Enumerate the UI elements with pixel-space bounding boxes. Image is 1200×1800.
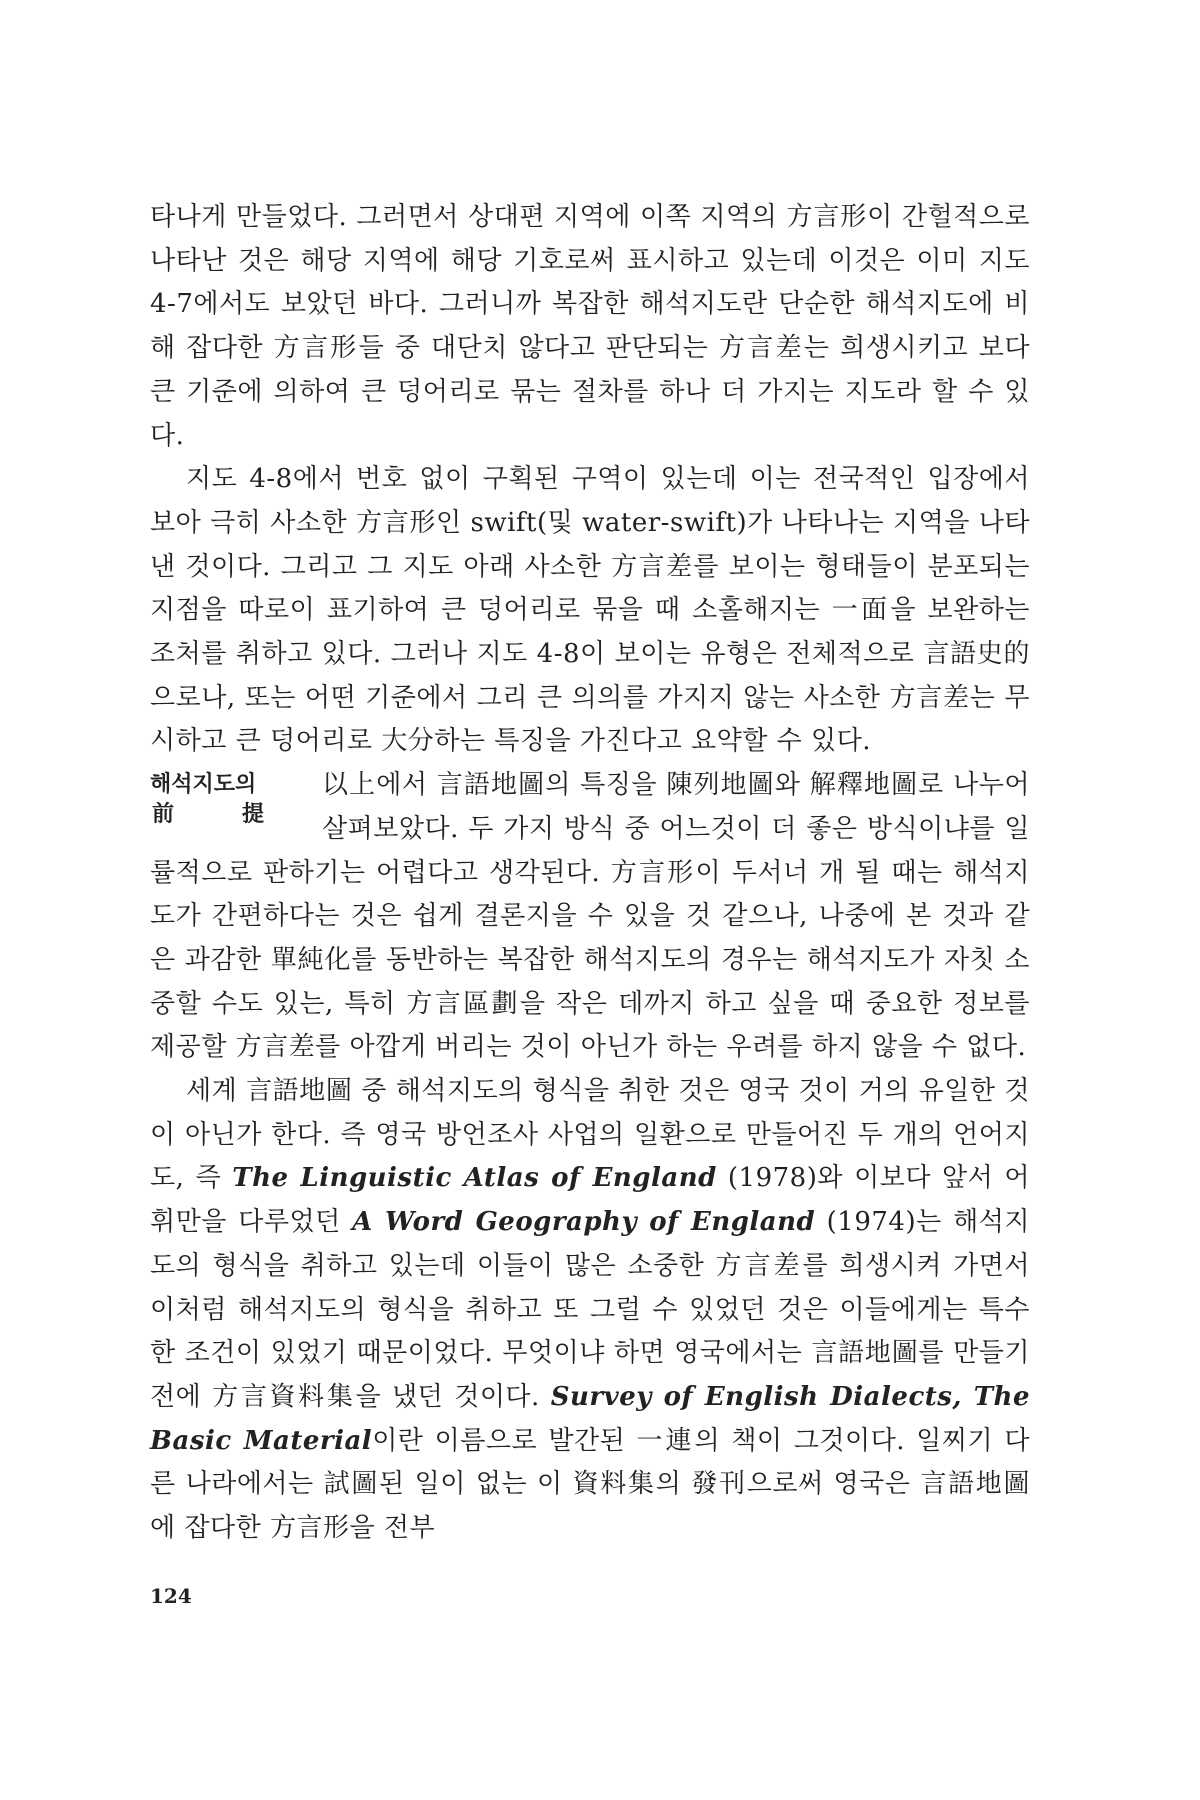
side-heading-char-2: 提 — [241, 802, 264, 828]
book-title-word-geography: A Word Geography of England — [352, 1207, 816, 1238]
side-heading-char-1: 前 — [152, 802, 175, 828]
paragraph-3: 以上에서 言語地圖의 특징을 陳列地圖와 解釋地圖로 나누어 살펴보았다. 두 가지 방식 중 어느것이 더 좋은 방식이냐를 일률적으로 판하기는 어렵다고 생각된다. 方言形이 두서너 개 될 때는 해석지도가 간편하다는 것은 쉽게 결론지을 수 있을 것 같으나, 나중에 본 것과 같은 과감한 單純化를 동반하는 복잡한 해석지도의 경우는 해석지도가 자칫 소중할 수도 있는, 특히 方言區劃을 작은 데까지 하고 싶을 때 중요한 정보를 제공할 方言差를 아깝게 버리는 것이 아닌가 하는 우려를 하지 않을 수 없다. — [150, 770, 1030, 1063]
side-heading-line2 — [150, 800, 264, 830]
paragraph-4-text-b: (1978)와 이보다 앞서 어휘만을 다루었던 — [150, 1163, 1030, 1238]
paragraph-1: 타나게 만들었다. 그러면서 상대편 지역에 이쪽 지역의 方言形이 간헐적으로 나타난 것은 해당 지역에 해당 기호로써 표시하고 있는데 이것은 이미 지도 4-7에서도 보았던 바다. 그러니까 복잡한 해석지도란 단순한 해석지도에 비해 잡다한 方言形들 중 대단치 않다고 판단되는 方言差는 희생시키고 보다 큰 기준에 의하여 큰 덩어리로 묶는 절차를 하나 더 가지는 지도라 할 수 있다. — [150, 202, 1030, 451]
paragraph-4 — [150, 1070, 1030, 1551]
side-heading-line1: 해석지도의 — [150, 772, 257, 798]
body-text — [150, 196, 1030, 1551]
paragraph-4-text-d: 이란 이름으로 발간된 一連의 책이 그것이다. 일찌기 다른 나라에서는 試圖된 일이 없는 이 資料集의 發刊으로써 영국은 言語地圖에 잡다한 方言形을 전부 — [150, 1425, 1030, 1544]
section-with-side-heading — [150, 764, 1030, 1070]
book-title-linguistic-atlas: The Linguistic Atlas of England — [232, 1163, 717, 1194]
book-title-survey: Survey of English Dialects, The Basic Material — [150, 1381, 1030, 1456]
side-heading — [150, 770, 298, 840]
paragraph-4-text-c: (1974)는 해석지도의 형식을 취하고 있는데 이들이 많은 소중한 方言差를 희생시켜 가면서 이처럼 해석지도의 형식을 취하고 또 그럴 수 있었던 것은 이들에게는 특수한 조건이 있었기 때문이었다. 무엇이냐 하면 영국에서는 言語地圖를 만들기 전에 方言資料集을 냈던 것이다. — [150, 1207, 1031, 1412]
paragraph-4-text-a: 세계 言語地圖 중 해석지도의 형식을 취한 것은 영국 것이 거의 유일한 것이 아닌가 한다. 즉 영국 방언조사 사업의 일환으로 만들어진 두 개의 언어지도, 즉 — [150, 1076, 1030, 1194]
paragraph-2: 지도 4-8에서 번호 없이 구획된 구역이 있는데 이는 전국적인 입장에서 보아 극히 사소한 方言形인 swift(및 water-swift)가 나타나는 지역을 나타낸 것이다. 그리고 그 지도 아래 사소한 方言差를 보이는 형태들이 분포되는 지점을 따로이 표기하여 큰 덩어리로 묶을 때 소홀해지는 一面을 보완하는 조처를 취하고 있다. 그러나 지도 4-8이 보이는 유형은 전체적으로 言語史的으로나, 또는 어떤 기준에서 그리 큰 의의를 가지지 않는 사소한 方言差는 무시하고 큰 덩어리로 大分하는 특징을 가진다고 요약할 수 있다. — [150, 464, 1030, 757]
page-number: 124 — [150, 1584, 192, 1608]
